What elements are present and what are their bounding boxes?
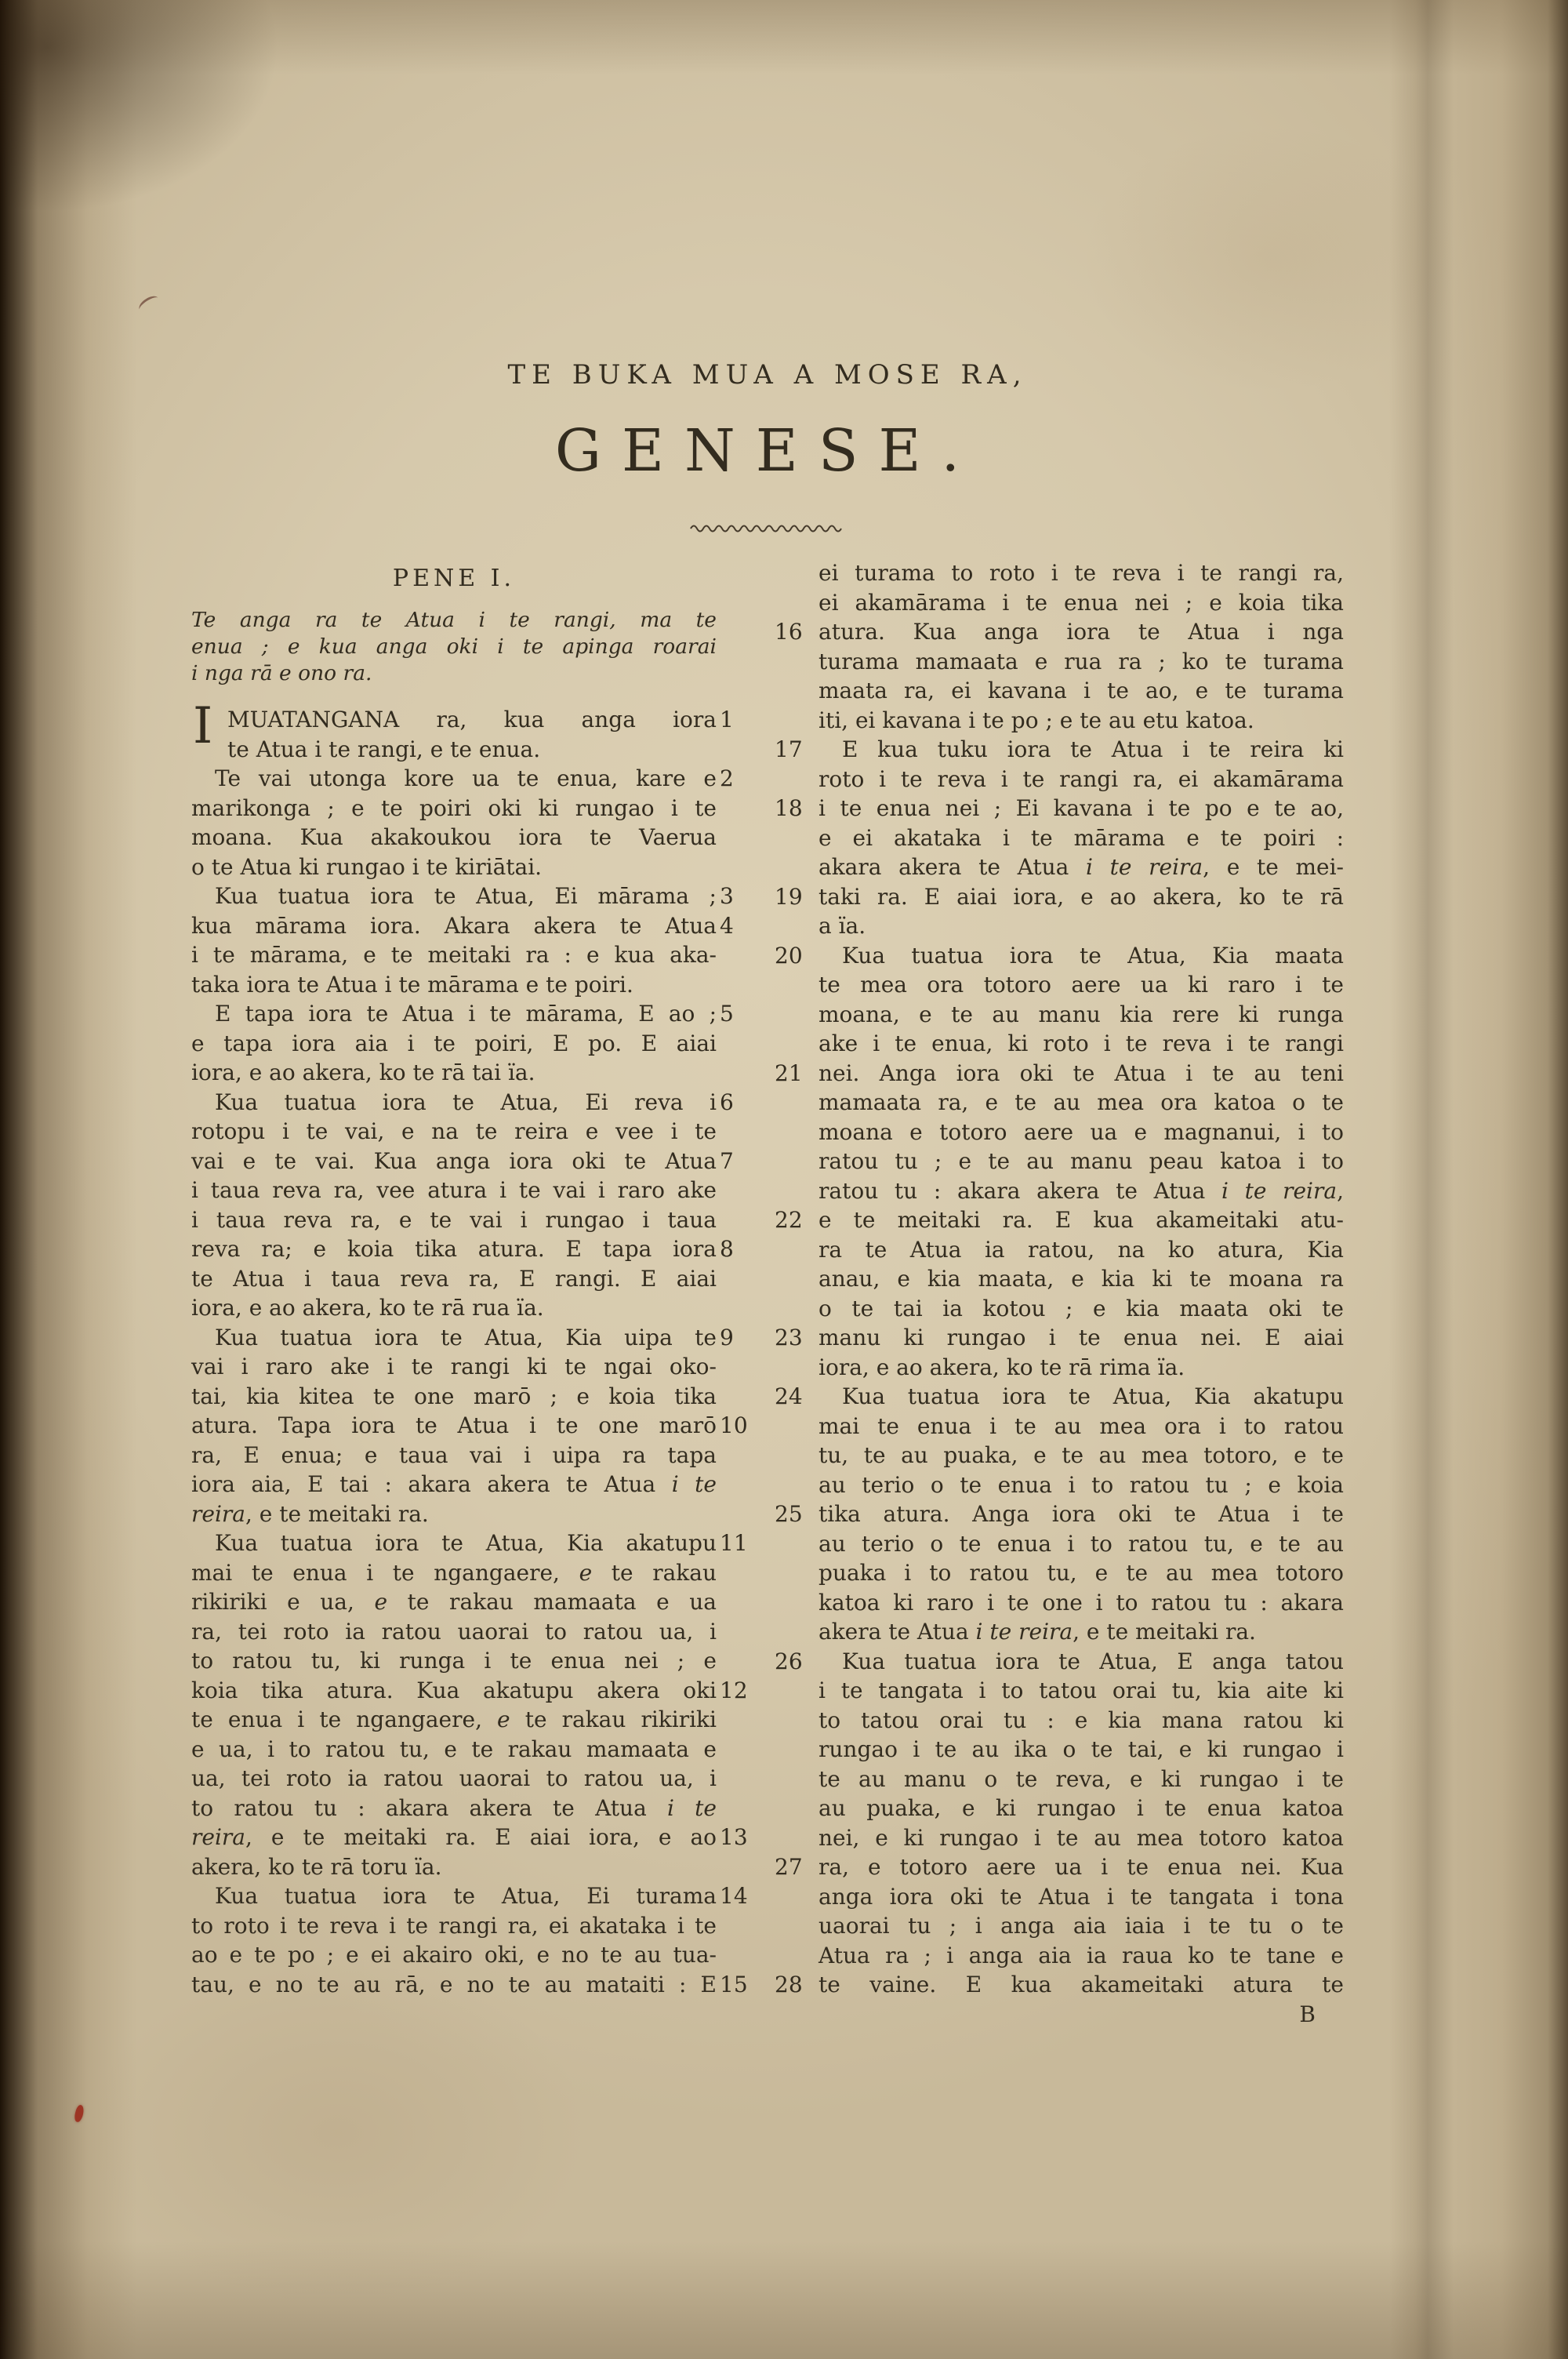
text-line: [818, 1911, 1344, 1941]
verse-number: 2: [720, 765, 734, 791]
text-line: [818, 1088, 1344, 1118]
text-line: [818, 1147, 1344, 1176]
text-line: [818, 1264, 1344, 1294]
left-column-text: [191, 697, 748, 1999]
book-header: TE BUKA MUA A MOSE RA,: [507, 359, 1028, 391]
line-text: reira, e te meitaki ra. E aiai iora, e ao: [191, 1824, 717, 1850]
line-text: iora, e ao akera, ko te rā rima ïa.: [818, 1354, 1185, 1380]
verse-number: 17: [775, 736, 803, 762]
line-text: ei akamārama i te enua nei ; e koia tika: [818, 589, 1344, 616]
verse-number: 25: [775, 1501, 803, 1527]
verse-number: 13: [720, 1824, 748, 1850]
text-line: [191, 1881, 748, 1911]
text-line: [191, 607, 717, 634]
line-text: reva ra; e koia tika atura. E tapa iora: [191, 1236, 717, 1262]
text-line: [191, 1940, 717, 1970]
line-text: ra te Atua ia ratou, na ko atura, Kia: [818, 1236, 1344, 1263]
page-blemish-red: [73, 2104, 85, 2123]
line-text: katoa ki raro i te one i to ratou tu : akara: [818, 1589, 1344, 1616]
text-line: [191, 1176, 717, 1205]
line-text: tau, e no te au rā, e no te au mataiti : E: [191, 1971, 717, 1997]
line-text: rikiriki e ua, e te rakau mamaata e ua: [191, 1589, 717, 1615]
verse-number: 5: [720, 1001, 734, 1027]
line-text: ake i te enua, ki roto i te reva i te rangi: [818, 1030, 1344, 1056]
line-text: maata ra, ei kavana i te ao, e te turama: [818, 678, 1344, 703]
line-text: Kua tuatua iora te Atua, Kia maata: [842, 942, 1344, 969]
text-line: [818, 1029, 1344, 1059]
line-text: to roto i te reva i te rangi ra, ei akataka i te: [191, 1912, 717, 1939]
line-text: tu, te au puaka, e te au mea totoro, e te: [818, 1442, 1344, 1468]
text-line: [775, 1499, 1344, 1529]
verse-number: 21: [775, 1060, 803, 1086]
text-line: [191, 1617, 717, 1647]
line-text: nei. Anga iora oki te Atua i te au teni: [818, 1060, 1344, 1086]
text-line: [191, 1587, 717, 1617]
line-text: Kua tuatua iora te Atua, Ei mārama ;: [215, 883, 717, 909]
chapter-summary: [191, 607, 717, 687]
line-text: Te vai utonga kore ua te enua, kare e: [215, 765, 717, 791]
line-text: moana e totoro aere ua e magnanui, i to: [818, 1118, 1344, 1145]
line-text: Atua ra ; i anga aia ia raua ko te tane e: [818, 1942, 1344, 1968]
line-text: enua ; e kua anga oki i te apinga roarai: [191, 634, 717, 659]
line-text: te enua i te ngangaere, e te rakau rikiriki: [191, 1707, 717, 1732]
line-text: e ua, i to ratou tu, e te rakau mamaata e: [191, 1736, 717, 1762]
text-line: [818, 1235, 1344, 1265]
line-text: anga iora oki te Atua i te tangata i tona: [818, 1883, 1344, 1910]
text-line: [191, 1676, 748, 1706]
line-text: e te meitaki ra. E kua akameitaki atu-: [818, 1207, 1344, 1233]
line-text: mai te enua i te ngangaere, e te rakau: [191, 1559, 717, 1586]
line-text: Te anga ra te Atua i te rangi, ma te: [191, 608, 717, 632]
line-text: mamaata ra, e te au mea ora katoa o te: [818, 1089, 1344, 1115]
page-blemish-mark: [136, 293, 162, 315]
verse-number: 9: [720, 1324, 734, 1350]
line-text: atura. Kua anga iora te Atua i nga: [818, 619, 1344, 645]
verse-number: 20: [775, 942, 803, 969]
text-line: [191, 1058, 717, 1088]
line-text: kua mārama iora. Akara akera te Atua: [191, 912, 717, 939]
text-line: [775, 941, 1344, 971]
verse-number: 12: [720, 1677, 748, 1703]
line-text: puaka i to ratou tu, e te au mea totoro: [818, 1560, 1344, 1586]
line-text: moana, e te au manu kia rere ki runga: [818, 1001, 1344, 1027]
text-line: [191, 1382, 717, 1412]
text-line: [818, 1588, 1344, 1618]
verse-number: 19: [775, 883, 803, 910]
text-line: [191, 1558, 717, 1588]
text-line: [191, 1117, 717, 1147]
text-line: [191, 1852, 717, 1882]
text-line: [775, 735, 1344, 765]
line-text: roto i te reva i te rangi ra, ei akamārama: [818, 765, 1344, 792]
text-line: [818, 1882, 1344, 1912]
text-line: [191, 1088, 734, 1118]
line-text: Kua tuatua iora te Atua, Kia akatupu: [215, 1530, 717, 1556]
line-text: iora aia, E tai : akara akera te Atua i te: [191, 1471, 717, 1497]
text-line: [191, 634, 717, 660]
line-text: taki ra. E aiai iora, e ao akera, ko te rā: [818, 883, 1344, 910]
text-line: [775, 1059, 1344, 1089]
line-text: iora, e ao akera, ko te rā tai ïa.: [191, 1060, 535, 1085]
verse-number: 28: [775, 1972, 803, 1997]
text-line: [191, 1970, 748, 2000]
text-line: [191, 999, 734, 1029]
verse-number: 11: [720, 1530, 748, 1556]
text-line: [818, 588, 1344, 618]
text-line: [191, 1323, 734, 1353]
verse-number: 24: [775, 1383, 803, 1409]
line-text: E kua tuku iora te Atua i te reira ki: [842, 736, 1344, 762]
verse-number: 23: [775, 1325, 803, 1350]
text-line: [191, 1528, 748, 1558]
text-line: [818, 1558, 1344, 1588]
text-line: [191, 1646, 717, 1676]
text-line: [191, 1029, 717, 1059]
line-text: te mea ora totoro aere ua ki raro i te: [818, 972, 1344, 998]
verse-number: 10: [720, 1412, 748, 1438]
line-text: ei turama to roto i te reva i te rangi ra,: [818, 560, 1344, 586]
text-line: [775, 1323, 1344, 1353]
line-text: nei, e ki rungao i te au mea totoro katoa: [818, 1824, 1344, 1851]
line-text: manu ki rungao i te enua nei. E aiai: [818, 1325, 1344, 1350]
line-text: to ratou tu, ki runga i te enua nei ; e: [191, 1648, 717, 1674]
text-line: [191, 1264, 717, 1294]
text-line: [191, 823, 717, 852]
text-columns: [191, 558, 1344, 2029]
text-line: [818, 1176, 1344, 1206]
verse-number: 15: [720, 1971, 748, 1997]
text-line: [818, 1823, 1344, 1853]
line-text: to ratou tu : akara akera te Atua i te: [191, 1794, 717, 1821]
text-line: [818, 1706, 1344, 1736]
text-line: [191, 1441, 717, 1470]
line-text: o te tai ia kotou ; e kia maata oki te: [818, 1295, 1344, 1321]
line-text: to tatou orai tu : e kia mana ratou ki: [818, 1707, 1344, 1733]
text-line: [191, 1205, 717, 1235]
line-text: rungao i te au ika o te tai, e ki rungao i: [818, 1736, 1344, 1762]
line-text: au terio o te enua i to ratou tu ; e koia: [818, 1471, 1344, 1498]
drop-cap: I: [193, 697, 213, 755]
text-line: [191, 1470, 717, 1499]
line-text: tai, kia kitea te one marō ; e koia tika: [191, 1383, 717, 1409]
text-line: [818, 911, 1344, 941]
line-text: i taua reva ra, vee atura i te vai i raro ake: [191, 1177, 717, 1203]
line-text: moana. Kua akakoukou iora te Vaerua: [191, 824, 717, 850]
verse-number: 14: [720, 1883, 748, 1909]
text-line: [818, 823, 1344, 853]
verse-number: 8: [720, 1236, 734, 1262]
text-line: [191, 1764, 717, 1794]
line-text: ra, e totoro aere ua i te enua nei. Kua: [818, 1854, 1344, 1880]
line-text: atura. Tapa iora te Atua i te one marō: [191, 1412, 717, 1438]
page-curl-shadow: [1389, 0, 1454, 2359]
left-column: [191, 558, 748, 2029]
text-line: [191, 764, 734, 794]
text-line: [818, 1794, 1344, 1823]
text-line: [818, 1617, 1344, 1647]
line-text: Kua tuatua iora te Atua, Ei reva i: [215, 1089, 717, 1115]
line-text: iti, ei kavana i te po ; e te au etu katoa.: [818, 707, 1254, 733]
line-text: e ei akataka i te mārama e te poiri :: [818, 824, 1344, 851]
text-line: [818, 1765, 1344, 1794]
right-column-text: [775, 558, 1345, 2000]
line-text: i te enua nei ; Ei kavana i te po e te ao,: [818, 795, 1344, 821]
line-text: marikonga ; e te poiri oki ki rungao i te: [191, 794, 717, 821]
line-text: reira, e te meitaki ra.: [191, 1500, 429, 1527]
text-line: [818, 558, 1344, 588]
text-line: [191, 1234, 734, 1264]
line-text: mai te enua i te au mea ora i to ratou: [818, 1412, 1344, 1439]
verse-number: 26: [775, 1648, 803, 1674]
line-text: MUATANGANA ra, kua anga iora: [227, 707, 717, 732]
text-line: [818, 1470, 1344, 1500]
line-text: uaorai tu ; i anga aia iaia i te tu o te: [818, 1913, 1344, 1939]
text-line: [191, 1823, 748, 1852]
text-line: [775, 1970, 1344, 2000]
text-line: [191, 1705, 717, 1735]
line-text: anau, e kia maata, e kia ki te moana ra: [818, 1266, 1344, 1292]
line-text: ratou tu ; e te au manu peau katoa i to: [818, 1148, 1344, 1174]
verse-number: 16: [775, 619, 803, 645]
text-line: [818, 1441, 1344, 1470]
line-text: ao e te po ; e ei akairo oki, e no te au tua-: [191, 1942, 717, 1968]
verse-number: 27: [775, 1854, 803, 1880]
text-line: [775, 617, 1344, 647]
line-text: koia tika atura. Kua akatupu akera oki: [191, 1677, 717, 1703]
text-line: [191, 1352, 717, 1382]
line-text: E tapa iora te Atua i te mārama, E ao ;: [215, 1001, 717, 1027]
line-text: turama mamaata e rua ra ; ko te turama: [818, 648, 1344, 674]
line-text: a ïa.: [818, 913, 866, 939]
line-text: taka iora te Atua i te mārama e te poiri.: [191, 971, 633, 998]
line-text: au terio o te enua i to ratou tu, e te au: [818, 1530, 1344, 1557]
verse-number: 6: [720, 1089, 734, 1115]
squiggle-ornament: [689, 521, 846, 535]
line-text: akera te Atua i te reira, e te meitaki ra.: [818, 1619, 1256, 1645]
text-line: [818, 706, 1344, 736]
text-line: [818, 970, 1344, 1000]
line-text: ra, tei roto ia ratou uaorai to ratou ua, i: [191, 1618, 717, 1645]
line-text: i te mārama, e te meitaki ra : e kua aka-: [191, 942, 717, 968]
text-line: [818, 1941, 1344, 1971]
text-line: [191, 1499, 717, 1529]
text-line: [818, 1118, 1344, 1147]
text-line: [191, 1794, 717, 1823]
line-text: Kua tuatua iora te Atua, Ei turama: [215, 1883, 717, 1909]
verse-number: 3: [720, 883, 734, 909]
text-line: [818, 1529, 1344, 1559]
line-text: vai e te vai. Kua anga iora oki te Atua: [191, 1147, 717, 1174]
verse-number: 1: [720, 707, 734, 732]
text-line: [818, 1353, 1344, 1383]
text-line: [191, 1911, 717, 1941]
line-text: te au manu o te reva, e ki rungao i te: [818, 1765, 1344, 1792]
text-line: [775, 1852, 1344, 1882]
text-line: [775, 794, 1344, 823]
text-line: [818, 852, 1344, 882]
book-title: GENESE.: [554, 417, 981, 485]
line-text: o te Atua ki rungao i te kiriātai.: [191, 853, 543, 880]
line-text: i nga rā e ono ra.: [191, 661, 372, 685]
text-line: [191, 911, 734, 941]
line-text: ra, E enua; e taua vai i uipa ra tapa: [191, 1441, 717, 1468]
line-text: Kua tuatua iora te Atua, E anga tatou: [842, 1648, 1344, 1674]
text-line: [191, 1735, 717, 1765]
text-line: [818, 1294, 1344, 1324]
text-line: [191, 794, 717, 823]
text-line: [818, 765, 1344, 794]
text-line: [775, 1205, 1344, 1235]
verse-number: 4: [720, 912, 734, 939]
line-text: tika atura. Anga iora oki te Atua i te: [818, 1501, 1344, 1527]
line-text: akara akera te Atua i te reira, e te mei-: [818, 854, 1345, 880]
text-line: [191, 881, 734, 911]
line-text: Kua tuatua iora te Atua, Kia akatupu: [842, 1383, 1344, 1409]
right-column: [775, 558, 1345, 2029]
text-line: [191, 1147, 734, 1176]
verse-number: 7: [720, 1147, 734, 1174]
line-text: te Atua i taua reva ra, E rangi. E aiai: [191, 1265, 717, 1292]
text-line: [191, 1293, 717, 1323]
line-text: ratou tu : akara akera te Atua i te reira,: [818, 1177, 1344, 1204]
text-line: [191, 940, 717, 970]
line-text: rotopu i te vai, e na te reira e vee i te: [191, 1118, 717, 1144]
line-text: akera, ko te rā toru ïa.: [191, 1853, 442, 1880]
line-text: te Atua i te rangi, e te enua.: [227, 736, 541, 762]
verse-number: 18: [775, 795, 803, 821]
verse-number: 22: [775, 1207, 803, 1233]
text-line: [818, 1412, 1344, 1441]
text-line: [191, 1411, 748, 1441]
text-line: [818, 1735, 1344, 1765]
text-line: [191, 735, 717, 765]
line-text: e tapa iora aia i te poiri, E po. E aiai: [191, 1030, 717, 1056]
text-line: [191, 852, 717, 882]
line-text: Kua tuatua iora te Atua, Kia uipa te: [215, 1324, 717, 1350]
line-text: iora, e ao akera, ko te rā rua ïa.: [191, 1295, 544, 1321]
line-text: au puaka, e ki rungao i te enua katoa: [818, 1795, 1344, 1821]
line-text: vai i raro ake i te rangi ki te ngai oko-: [191, 1354, 717, 1379]
chapter-heading: PENE I.: [392, 565, 516, 592]
text-line: [818, 647, 1344, 677]
signature-mark: B: [1299, 2001, 1316, 2027]
line-text: te vaine. E kua akameitaki atura te: [818, 1972, 1344, 1997]
text-line: [818, 1000, 1344, 1030]
line-text: ua, tei roto ia ratou uaorai to ratou ua, i: [191, 1765, 717, 1791]
text-line: [775, 1647, 1344, 1677]
text-line: [191, 970, 717, 1000]
text-line: [775, 1382, 1344, 1412]
text-line: [818, 676, 1344, 706]
line-text: i taua reva ra, e te vai i rungao i taua: [191, 1206, 717, 1233]
text-line: [818, 1676, 1344, 1706]
line-text: i te tangata i to tatou orai tu, kia aite ki: [818, 1677, 1344, 1703]
text-line: [191, 660, 717, 687]
text-line: [775, 882, 1344, 912]
